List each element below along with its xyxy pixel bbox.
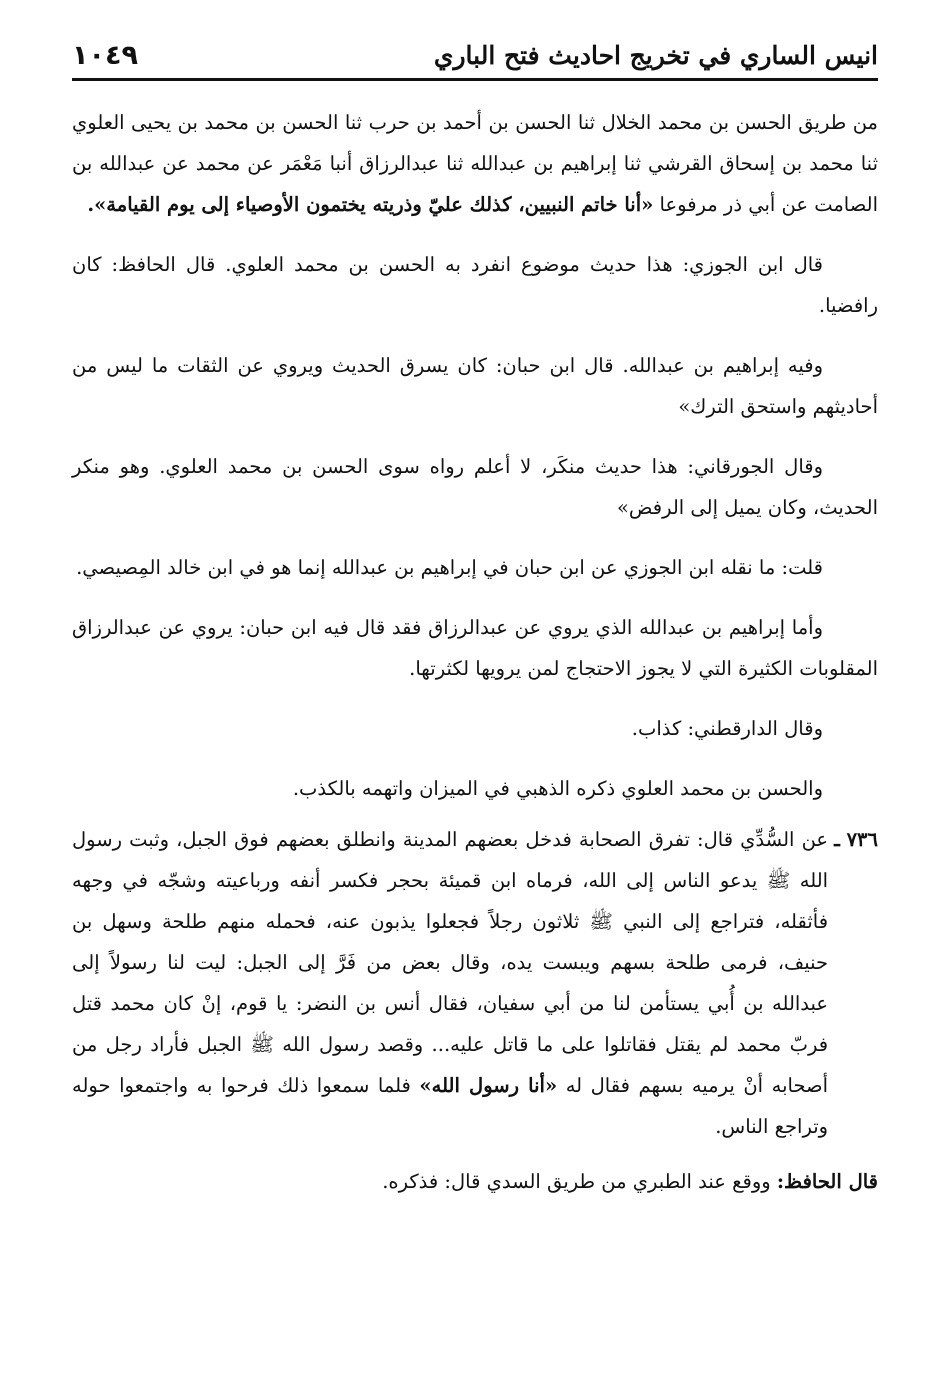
paragraph-ibn-jawzi: قال ابن الجوزي: هذا حديث موضوع انفرد به الحسن بن محمد العلوي. قال الحافظ: كان رافضيا. xyxy=(72,253,878,317)
paragraph-ibrahim: وأما إبراهيم بن عبدالله الذي يروي عن عبدالرزاق فقد قال فيه ابن حبان: يروي عن عبدالرزاق المقلوبات الكثيرة التي لا يجوز الاحتجاج لمن يرويها لكثرتها. xyxy=(72,616,878,680)
hadith-quote: «أنا خاتم النبيين، كذلك عليّ وذريته يختمون الأوصياء إلى يوم القيامة». xyxy=(87,193,654,216)
book-title: انيس الساري في تخريج احاديث فتح الباري xyxy=(433,41,878,70)
paragraph-qultu: قلت: ما نقله ابن الجوزي عن ابن حبان في إبراهيم بن عبدالله إنما هو في ابن خالد المِصيصي. xyxy=(76,556,823,579)
paragraph-text: من طريق الحسن بن محمد الخلال ثنا الحسن بن أحمد بن حرب ثنا الحسن بن محمد بن يحيى العلوي ثنا محمد بن إسحاق القرشي ثنا إبراهيم بن عبدالله ثنا عبدالرزاق أنبا مَعْمَر عن محمد عن عبدالله بن الصامت عن أبي ذر مرفوعا xyxy=(72,111,878,216)
closing-text: ووقع عند الطبري من طريق السدي قال: فذكره. xyxy=(382,1170,777,1193)
page-number: ١٠٤٩ xyxy=(72,40,138,71)
paragraph-alawi: والحسن بن محمد العلوي ذكره الذهبي في الميزان واتهمه بالكذب. xyxy=(292,777,823,800)
closing-label: قال الحافظ: xyxy=(776,1170,878,1193)
page-body xyxy=(72,102,878,1221)
entry-text-part: فلما سمعوا ذلك فرحوا به واجتمعوا حوله وتراجع الناس. xyxy=(72,1074,829,1138)
hadith-quote: «أنا رسول الله» xyxy=(419,1074,558,1097)
entry-number: ٧٣٦ ـ xyxy=(834,828,878,851)
entry-text xyxy=(72,819,828,1147)
header-divider xyxy=(72,78,878,81)
running-header xyxy=(72,38,878,78)
paragraph-ibn-hibban: وفيه إبراهيم بن عبدالله. قال ابن حبان: كان يسرق الحديث ويروي عن الثقات ما ليس من أحاديثهم واستحق الترك» xyxy=(72,354,878,418)
hadith-entry xyxy=(72,819,878,1147)
entry-text-part: عن السُّدِّي قال: تفرق الصحابة فدخل بعضهم المدينة وانطلق بعضهم فوق الجبل، وثبت رسول الله ﷺ يدعو الناس إلى الله، فرماه ابن قميئة بحجر فكسر أنفه ورباعيته وشجّه في وجهه فأثقله، فتراجع إلى النبي ﷺ ثلاثون رجلاً فجعلوا يذبون عنه، فحمله منهم طلحة وسهل بن حنيف، فرمى طلحة بسهم ويبست يده، وقال بعض من فَرَّ إلى الجبل: ليت لنا رسولاً إلى عبدالله بن أُبي يستأمن لنا من أبي سفيان، فقال أنس بن النضر: يا قوم، إنْ كان محمد قتل فربّ محمد لم يقتل فقاتلوا على ما قاتل عليه... وقصد رسول الله ﷺ الجبل فأراد رجل من أصحابه أنْ يرميه بسهم فقال له xyxy=(72,828,829,1097)
paragraph-isnad xyxy=(72,102,878,225)
paragraph-daraqutni: وقال الدارقطني: كذاب. xyxy=(631,717,823,740)
paragraph-jawraqani: وقال الجورقاني: هذا حديث منكَر، لا أعلم رواه سوى الحسن بن محمد العلوي. وهو منكر الحديث، وكان يميل إلى الرفض» xyxy=(72,455,878,519)
paragraph-closing xyxy=(72,1161,878,1202)
